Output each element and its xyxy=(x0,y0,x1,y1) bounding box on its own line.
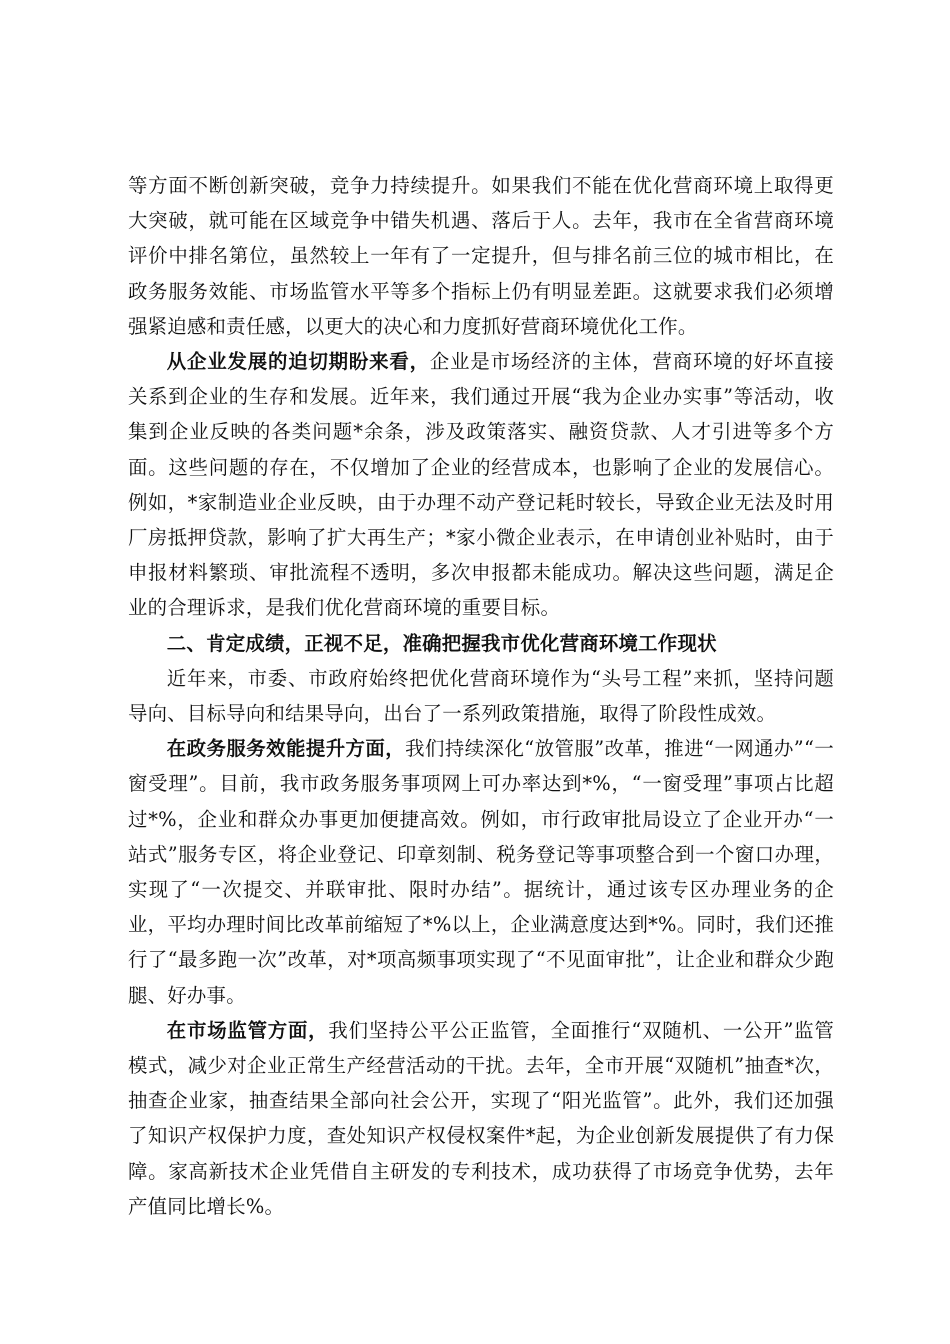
paragraph-overview: 近年来，市委、市政府始终把优化营商环境作为“头号工程”来抓，坚持问题导向、目标导向和结果导向，出台了一系列政策措施，取得了阶段性成效。 xyxy=(128,666,834,726)
paragraph-enterprise-expectations xyxy=(128,344,834,626)
paragraph-lead-heading: 在市场监管方面， xyxy=(166,1018,329,1042)
paragraph-lead-heading: 在政务服务效能提升方面， xyxy=(166,737,406,761)
paragraph-market-supervision xyxy=(128,1013,834,1224)
section-heading: 二、肯定成绩，正视不足，准确把握我市优化营商环境工作现状 xyxy=(166,631,717,655)
paragraph-body-text: 企业是市场经济的主体，营商环境的好坏直接关系到企业的生存和发展。近年来，我们通过开展“我为企业办实事”等活动，收集到企业反映的各类问题*余条，涉及政策落实、融资贷款、人才引进等多个方面。这些问题的存在，不仅增加了企业的经营成本，也影响了企业的发展信心。例如，*家制造业企业反映，由于办理不动产登记耗时较长，导致企业无法及时用厂房抵押贷款，影响了扩大再生产；*家小微企业表示，在申请创业补贴时，由于申报材料繁琐、审批流程不透明，多次申报都未能成功。解决这些问题，满足企业的合理诉求，是我们优化营商环境的重要目标。 xyxy=(128,350,835,620)
paragraph-lead-heading: 从企业发展的迫切期盼来看， xyxy=(166,350,430,374)
paragraph-body-text: 我们坚持公平公正监管，全面推行“双随机、一公开”监管模式，减少对企业正常生产经营活动的干扰。去年，全市开展“双随机”抽查*次，抽查企业家，抽查结果全部向社会公开，实现了“阳光监管”。此外，我们还加强了知识产权保护力度，查处知识产权侵权案件*起，为企业创新发展提供了有力保障。家高新技术企业凭借自主研发的专利技术，成功获得了市场竞争优势，去年产值同比增长%。 xyxy=(128,1018,835,1218)
paragraph-continuation: 等方面不断创新突破，竞争力持续提升。如果我们不能在优化营商环境上取得更大突破，就可能在区域竞争中错失机遇、落后于人。去年，我市在全省营商环境评价中排名第位，虽然较上一年有了一定提升，但与排名前三位的城市相比，在政务服务效能、市场监管水平等多个指标上仍有明显差距。这就要求我们必须增强紧迫感和责任感，以更大的决心和力度抓好营商环境优化工作。 xyxy=(128,174,834,338)
paragraph-body-text: 我们持续深化“放管服”改革，推进“一网通办”“一窗受理”。目前，我市政务服务事项网上可办率达到*%，“一窗受理”事项占比超过*%，企业和群众办事更加便捷高效。例如，市行政审批局设立了企业开办“一站式”服务专区，将企业登记、印章刻制、税务登记等事项整合到一个窗口办理，实现了“一次提交、并联审批、限时办结”。据统计，通过该专区办理业务的企业，平均办理时间比改革前缩短了*%以上，企业满意度达到*%。同时，我们还推行了“最多跑一次”改革，对*项高频事项实现了“不见面审批”，让企业和群众少跑腿、好办事。 xyxy=(128,737,834,1007)
document-body xyxy=(128,168,834,1224)
paragraph-government-services xyxy=(128,731,834,1013)
